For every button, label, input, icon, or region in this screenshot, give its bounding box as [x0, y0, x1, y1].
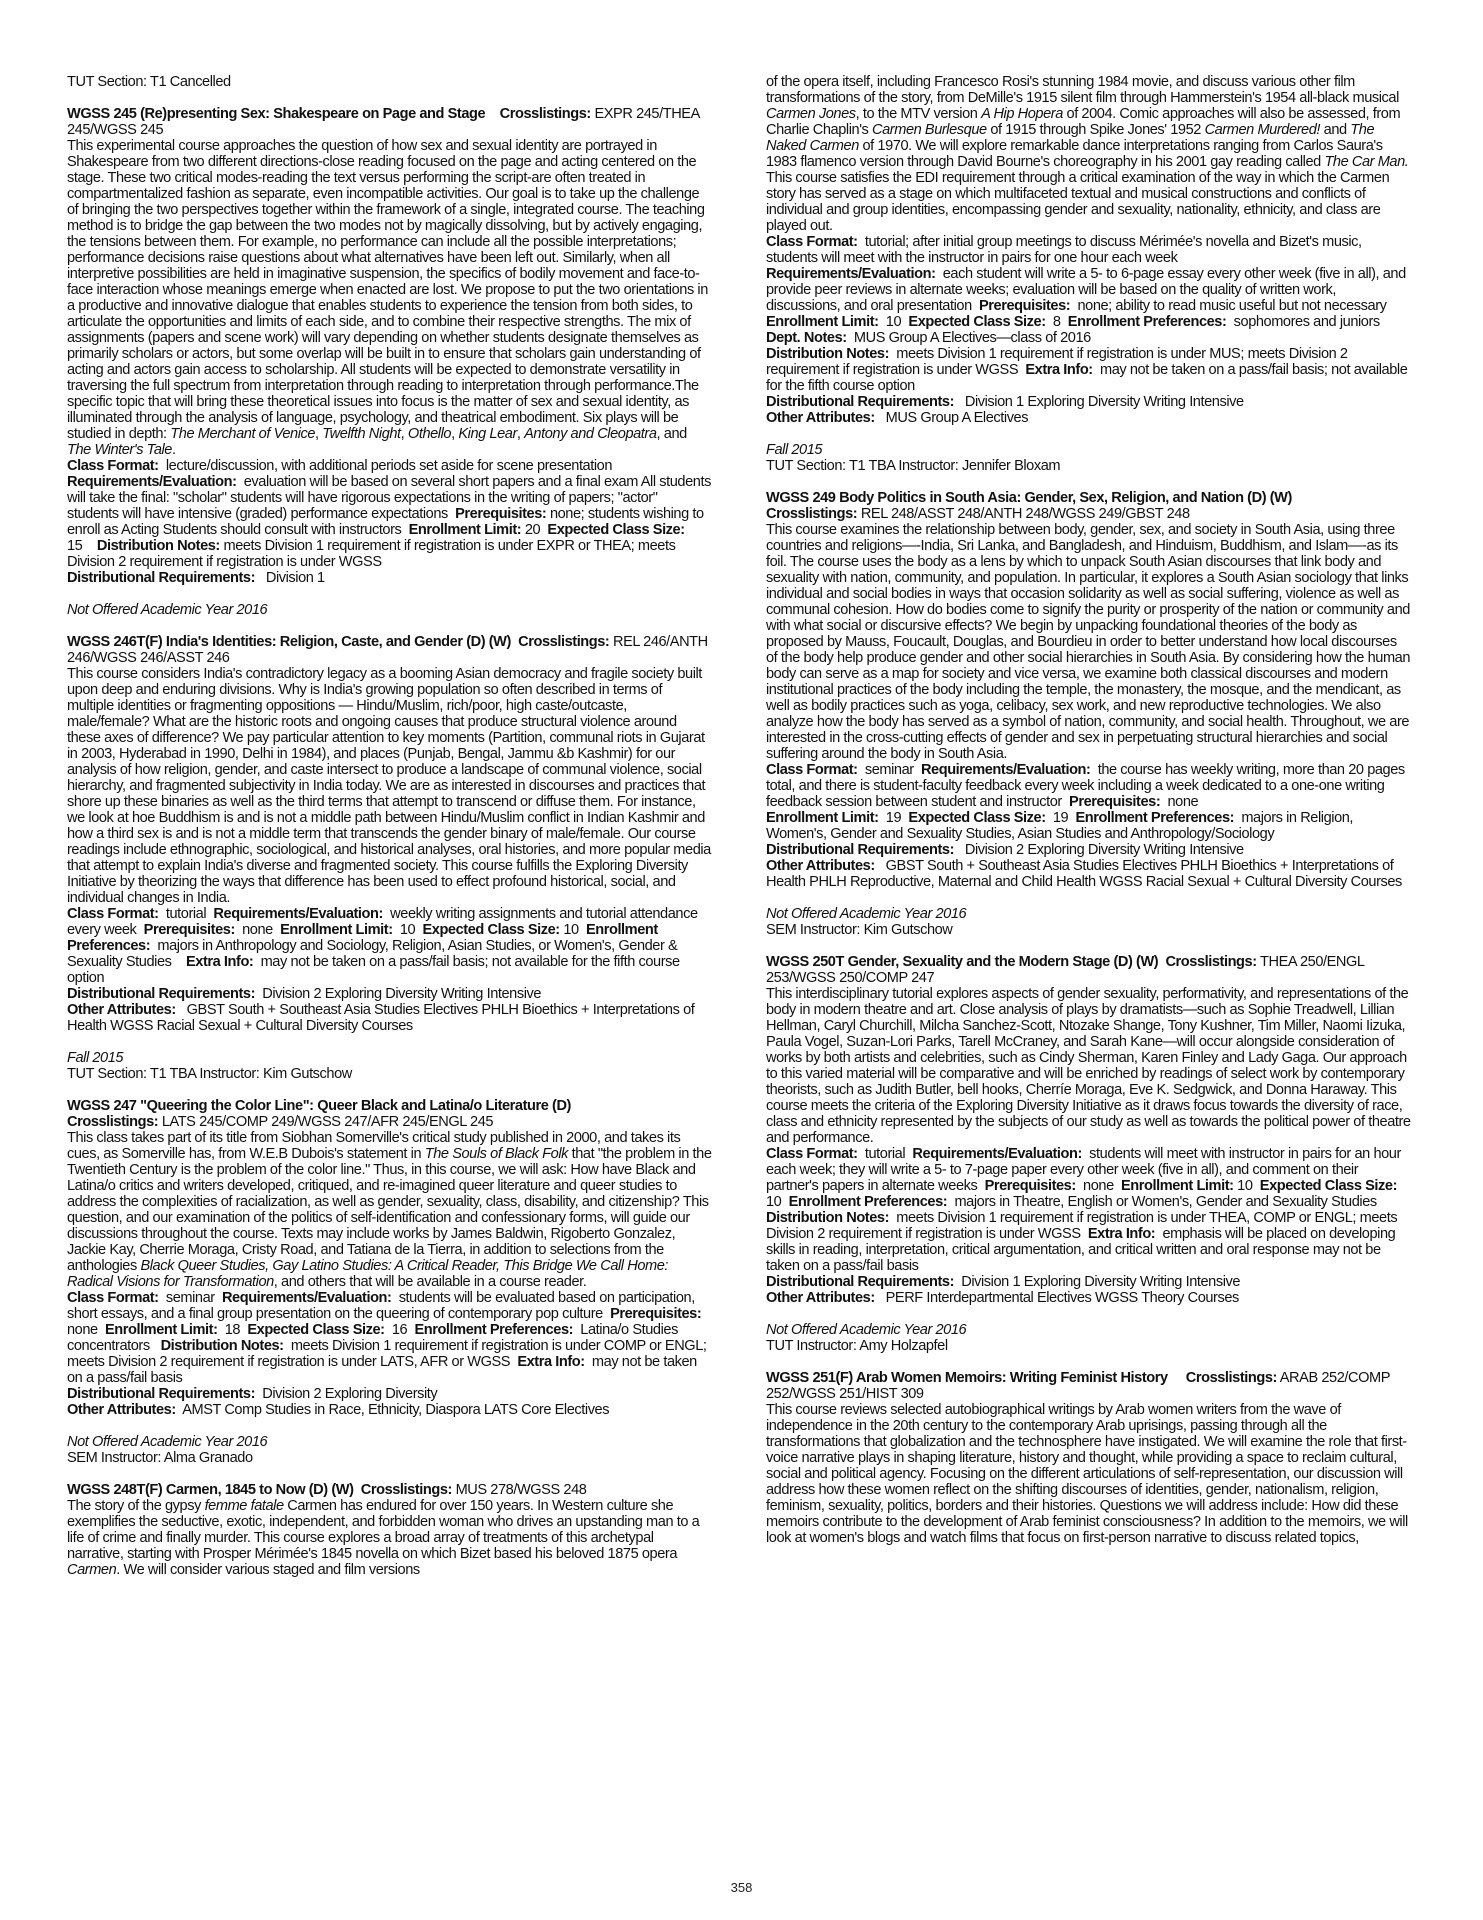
course-heading: WGSS 250T Gender, Sexuality and the Modern Stage (D) (W) Crosslistings: THEA 250/ENGL 253/WGSS 250/COMP 247: [766, 953, 1365, 986]
crosslistings: REL 246/ANTH 246/WGSS 246/ASST 246: [67, 633, 708, 666]
course-heading: WGSS 248T(F) Carmen, 1845 to Now (D) (W) Crosslistings: MUS 278/WGSS 248: [67, 1481, 587, 1498]
course-heading: WGSS 249 Body Politics in South Asia: Gender, Sex, Religion, and Nation (D) (W) Crosslistings: REL 248/ASST 248/ANTH 248/WGSS 249/GBST 248: [766, 489, 1292, 522]
section-info: Fall 2015 TUT Section: T1 TBA Instructor: Jennifer Bloxam: [766, 441, 1061, 474]
offering-status: Not Offered Academic Year 2016: [67, 601, 268, 618]
course-title: WGSS 247 "Queering the Color Line": Queer Black and Latina/o Literature (D): [67, 1097, 571, 1114]
course-description: The story of the gypsy femme fatale Carmen has endured for over 150 years. In Western culture she exemplifies the seductive, exotic, independent, and forbidden woman who drives an upstanding man to a life of crime and finally murder. This course explores a broad array of treatments of this archetypal narrative, starting with Prosper Mérimée's 1845 novella on which Bizet based his beloved 1875 opera Carmen. We will consider various staged and film versions: [67, 1497, 700, 1578]
left-column: [67, 74, 712, 1864]
course-title: WGSS 249 Body Politics in South Asia: Gender, Sex, Religion, and Nation (D) (W): [766, 489, 1292, 506]
course-heading: WGSS 247 "Queering the Color Line": Queer Black and Latina/o Literature (D) Crosslistings: LATS 245/COMP 249/WGSS 247/AFR 245/ENGL 245: [67, 1097, 571, 1130]
right-column: [766, 74, 1411, 1864]
course-wgss-246t: [67, 634, 712, 1034]
offering-status: Not Offered Academic Year 2016 SEM Instructor: Alma Granado: [67, 1433, 268, 1466]
course-details: Class Format: tutorial Requirements/Evaluation: students will meet with instructor in pairs for an hour each week; they will write a 5- to 7-page paper every other week (five in all), and comment on their partner's papers in alternate weeks Prerequisites: none Enrollment Limit: 10 Expected Class Size: 10 Enrollment Preferences: majors in Theatre, English or Women's, Gender and Sexuality Studies Distribution Notes: meets Division 1 requirement if registration is under THEA, COMP or ENGL; meets Division 2 requirement if registration is under WGSS Extra Info: emphasis will be placed on developing skills in reading, interpretation, critical argumentation, and critical written and oral response may not be taken on a pass/fail basis Distributional Requirements: Division 1 Exploring Diversity Writing Intensive Other Attributes: PERF Interdepartmental Electives WGSS Theory Courses: [766, 1145, 1401, 1306]
course-details: Class Format: tutorial; after initial group meetings to discuss Mérimée's novella and Bizet's music, students will meet with the instructor in pairs for one hour each week Requirements/Evaluation: each student will write a 5- to 6-page essay every other week (five in all), and provide peer reviews in alternate weeks; evaluation will be based on the quality of written work, discussions, and oral presentation Prerequisites: none; ability to read music useful but not necessary Enrollment Limit: 10 Expected Class Size: 8 Enrollment Preferences: sophomores and juniors Dept. Notes: MUS Group A Electives—class of 2016 Distribution Notes: meets Division 1 requirement if registration is under MUS; meets Division 2 requirement if registration is under WGSS Extra Info: may not be taken on a pass/fail basis; not available for the fifth course option Distributional Requirements: Division 1 Exploring Diversity Writing Intensive Other Attributes: MUS Group A Electives: [766, 233, 1408, 426]
course-wgss-248t: [67, 1482, 712, 1578]
course-description: This experimental course approaches the question of how sex and sexual identity are portrayed in Shakespeare from two different directions-close reading focused on the page and acting centered on the stage. These two critical modes-reading the text versus performing the script-are often treated in compartmentalized fashion as separate, even incompatible activities. Our goal is to take up the challenge of bringing the two perspectives together within the framework of a single, integrated course. The teaching method is to bridge the gap between the two modes not by magically dissolving, but by actively engaging, the tensions between them. For example, no performance can include all the possible interpretations; performance decisions raise questions about what alternatives have been left out. Similarly, when all interpretive possibilities are held in imaginative suspension, the specifics of bodily movement and face-to-face interaction whose meanings emerge when enacted are lost. We propose to put the two orientations in a productive and innovative dialogue that enables students to experience the tension from both sides, to articulate the opportunities and limits of each side, and to combine their respective strengths. The mix of assignments (papers and scene work) will vary depending on whether students designate themselves as primarily scholars or actors, but some overlap will be built in to ensure that scholars gain understanding of acting and actors gain access to scholarship. All students will be expected to demonstrate versatility in traversing the full spectrum from interpretation through reading to interpretation through performance.The specific topic that will bring these theoretical issues into focus is the matter of sex and sexual identity, as illuminated through the analysis of language, psychology, and theatrical embodiment. Six plays will be studied in depth: The Merchant of Venice, Twelfth Night, Othello, King Lear, Antony and Cleopatra, and The Winter's Tale.: [67, 137, 708, 458]
course-description: This course examines the relationship between body, gender, sex, and society in South Asia, using three countries and religions—-India, Sri Lanka, and Bangladesh, and Hinduism, Buddhism, and Islam—-as its foil. The course uses the body as a lens by which to unpack South Asian discourses that link body and sexuality with nation, community, and population. In particular, it explores a South Asian sociology that links individual and social bodies in ways that occasion solidarity as well as social suffering, violence as well as communal cohesion. How do bodies come to signify the purity or prosperity of the nation or community and with what social or discursive effects? We begin by unpacking foundational theories of the body as proposed by Mauss, Foucault, Douglas, and Bourdieu in order to better understand how local discourses of the body help produce gender and other social hierarchies in South Asia. By considering how the human body can serve as a map for society and vice versa, we examine both classical discourses and modern institutional practices of the body including the temple, the monastery, the mosque, and the mendicant, as well as bodily practices such as yoga, celibacy, sex work, and new reproductive technologies. We also analyze how the body has served as a symbol of nation, community, and social health. Throughout, we are interested in the cross-cutting effects of gender and sex in perpetuating structural hierarchies and social suffering around the body in South Asia.: [766, 521, 1411, 762]
course-heading: WGSS 251(F) Arab Women Memoirs: Writing Feminist History Crosslistings: ARAB 252/COMP 252/WGSS 251/HIST 309: [766, 1369, 1390, 1402]
course-details: Class Format: seminar Requirements/Evaluation: the course has weekly writing, more than 20 pages total, and there is student-faculty feedback every week including a week dedicated to a one-one writing feedback session between student and instructor Prerequisites: none Enrollment Limit: 19 Expected Class Size: 19 Enrollment Preferences: majors in Religion, Women's, Gender and Sexuality Studies, Asian Studies and Anthropology/Sociology Distributional Requirements: Division 2 Exploring Diversity Writing Intensive Other Attributes: GBST South + Southeast Asia Studies Electives PHLH Bioethics + Interpretations of Health PHLH Reproductive, Maternal and Child Health WGSS Racial Sexual + Cultural Diversity Courses: [766, 761, 1405, 890]
course-heading: WGSS 245 (Re)presenting Sex: Shakespeare on Page and Stage Crosslistings: EXPR 245/THEA 245/WGSS 245: [67, 105, 700, 138]
course-description: This course considers India's contradictory legacy as a booming Asian democracy and fragile society built upon deep and enduring divisions. Why is India's growing population so often described in terms of multiple identities or fragmenting oppositions — Hindu/Muslim, rich/poor, high caste/outcaste, male/female? What are the historic roots and ongoing causes that produce structural violence around these axes of difference? We pay particular attention to key moments (Partition, communal riots in Gujarat in 2003, Hyderabad in 1990, Delhi in 1984), and places (Punjab, Bengal, Jammu &b Kashmir) for our analysis of how religion, gender, and caste intersect to produce a landscape of communal violence, social hierarchy, and fragmented subjectivity in India today. We are as interested in discourses and practices that shore up these binaries as well as the third terms that attempt to transcend or diffuse them. For instance, we look at hoe Buddhism is and is not a middle path between Hindu/Muslim conflict in Indian Kashmir and how a third sex is and is not a middle term that transcends the gender binary of male/female. Our course readings include ethnographic, sociological, and historical analyses, oral histories, and more popular media that attempt to explain India's diverse and fragmented society. This course fulfills the Exploring Diversity Initiative by theorizing the ways that difference has been used to effect profound historical, social, and individual changes in India.: [67, 665, 711, 906]
crosslistings: THEA 250/ENGL 253/WGSS 250/COMP 247: [766, 953, 1365, 986]
section-line: TUT Section: T1 Cancelled: [67, 74, 231, 90]
course-description: This class takes part of its title from Siobhan Somerville's critical study published in 2000, and takes its cues, as Somerville has, from W.E.B Dubois's statement in The Souls of Black Folk that "the problem in the Twentieth Century is the problem of the color line." Thus, in this course, we will ask: How have Black and Latina/o critics and writers developed, critiqued, and re-imagined queer literature and queer studies to address the complexities of racialization, as well as gender, sexuality, class, disability, and citizenship? This question, and our examination of the politics of self-identification and confessionary forms, will guide our discussions throughout the course. Texts may include works by James Baldwin, Rigoberto Gonzalez, Jackie Kay, Cherrie Moraga, Cristy Road, and Tatiana de la Tierra, in addition to selections from the anthologies Black Queer Studies, Gay Latino Studies: A Critical Reader, This Bridge We Call Home: Radical Visions for Transformation, and others that will be available in a course reader.: [67, 1129, 712, 1290]
course-title: WGSS 250T Gender, Sexuality and the Modern Stage (D) (W): [766, 953, 1159, 970]
course-title: WGSS 251(F) Arab Women Memoirs: Writing Feminist History: [766, 1369, 1168, 1386]
course-wgss-250t: [766, 954, 1411, 1306]
crosslistings: ARAB 252/COMP 252/WGSS 251/HIST 309: [766, 1369, 1390, 1402]
course-title: WGSS 245 (Re)presenting Sex: Shakespeare on Page and Stage: [67, 105, 486, 122]
course-wgss-251: [766, 1370, 1411, 1546]
course-wgss-249: [766, 490, 1411, 890]
course-description: This course reviews selected autobiographical writings by Arab women writers from the wave of independence in the 20th century to the contemporary Arab uprisings, passing through all the transformations that globalization and the technosphere have instigated. We will examine the role that first-voice narrative plays in shaping literature, history and thought, while providing a space to reclaim cultural, social and political agency. Focusing on the different articulations of self-representation, our discussion will address how these women reflect on the shifting discourses of identities, gender, nationalism, religion, feminism, sexuality, politics, borders and their histories. Questions we will address include: How did these memoirs contribute to the development of Arab feminist consciousness? In addition to the memoirs, we will look at women's blogs and watch films that focus on first-person narrative to discuss related topics,: [766, 1401, 1408, 1546]
course-title: WGSS 246T(F) India's Identities: Religion, Caste, and Gender (D) (W): [67, 633, 511, 650]
course-description: of the opera itself, including Francesco Rosi's stunning 1984 movie, and discuss various other film transformations of the story, from DeMille's 1915 silent film through Hammerstein's 1954 all-black musical Carmen Jones, to the MTV version A Hip Hopera of 2004. Comic approaches will also be assessed, from Charlie Chaplin's Carmen Burlesque of 1915 through Spike Jones' 1952 Carmen Murdered! and The Naked Carmen of 1970. We will explore remarkable dance interpretations ranging from Carlos Saura's 1983 flamenco version through David Bourne's choreography in his 2001 gay reading called The Car Man. This course satisfies the EDI requirement through a critical examination of the way in which the Carmen story has served as a stage on which multifaceted textual and musical constructions and conflicts of individual and group identities, encompassing gender and sexuality, nationality, ethnicity, and class are played out.: [766, 74, 1409, 234]
course-wgss-248t-continued: [766, 74, 1411, 426]
offering-status: Not Offered Academic Year 2016 SEM Instructor: Kim Gutschow: [766, 905, 967, 938]
course-description: This interdisciplinary tutorial explores aspects of gender sexuality, performativity, and representations of the body in modern theatre and art. Close analysis of plays by dramatists—such as Sophie Treadwell, Lillian Hellman, Caryl Churchill, Milcha Sanchez-Scott, Ntozake Shange, Tony Kushner, Tim Miller, Naomi Iizuka, Paula Vogel, Suzan-Lori Parks, Tarell McCraney, and Sarah Kane—will occur alongside consideration of works by both artists and celebrities, such as Cindy Sherman, Karen Finley and Lady Gaga. Our approach to this varied material will be comparative and will be enriched by readings of select work by contemporary theorists, such as Judith Butler, bell hooks, Cherríe Moraga, Eve K. Sedgwick, and Donna Haraway. This course meets the criteria of the Exploring Diversity Initiative as it draws focus towards the diversity of race, class and ethnicity represented by the subjects of our study as well as towards the political power of theatre and performance.: [766, 985, 1411, 1146]
crosslistings: LATS 245/COMP 249/WGSS 247/AFR 245/ENGL 245: [161, 1113, 494, 1130]
page-number: 358: [730, 1880, 753, 1895]
course-wgss-245: [67, 106, 712, 586]
course-title: WGSS 248T(F) Carmen, 1845 to Now (D) (W): [67, 1481, 354, 1498]
course-wgss-247: [67, 1098, 712, 1418]
course-details: Class Format: tutorial Requirements/Evaluation: weekly writing assignments and tutorial attendance every week Prerequisites: none Enrollment Limit: 10 Expected Class Size: 10 Enrollment Preferences: majors in Anthropology and Sociology, Religion, Asian Studies, or Women's, Gender & Sexuality Studies Extra Info: may not be taken on a pass/fail basis; not available for the fifth course option Distributional Requirements: Division 2 Exploring Diversity Writing Intensive Other Attributes: GBST South + Southeast Asia Studies Electives PHLH Bioethics + Interpretations of Health WGSS Racial Sexual + Cultural Diversity Courses: [67, 905, 698, 1034]
course-details: Class Format: seminar Requirements/Evaluation: students will be evaluated based on participation, short essays, and a final group presentation on the queering of contemporary pop culture Prerequisites: none Enrollment Limit: 18 Expected Class Size: 16 Enrollment Preferences: Latina/o Studies concentrators Distribution Notes: meets Division 1 requirement if registration is under COMP or ENGL; meets Division 2 requirement if registration is under LATS, AFR or WGSS Extra Info: may not be taken on a pass/fail basis Distributional Requirements: Division 2 Exploring Diversity Other Attributes: AMST Comp Studies in Race, Ethnicity, Diaspora LATS Core Electives: [67, 1289, 707, 1418]
crosslistings: REL 248/ASST 248/ANTH 248/WGSS 249/GBST 248: [860, 505, 1190, 522]
section-info: Fall 2015 TUT Section: T1 TBA Instructor: Kim Gutschow: [67, 1049, 352, 1082]
course-heading: WGSS 246T(F) India's Identities: Religion, Caste, and Gender (D) (W) Crosslistings: REL 246/ANTH 246/WGSS 246/ASST 246: [67, 633, 708, 666]
course-details: Class Format: lecture/discussion, with additional periods set aside for scene presentation Requirements/Evaluation: evaluation will be based on several short papers and a final exam All students will take the final: "scholar" students will have rigorous expectations in the writing of papers; "actor" students will have intensive (graded) performance expectations Prerequisites: none; students wishing to enroll as Acting Students should consult with instructors Enrollment Limit: 20 Expected Class Size: 15 Distribution Notes: meets Division 1 requirement if registration is under EXPR or THEA; meets Division 2 requirement if registration is under WGSS Distributional Requirements: Division 1: [67, 457, 711, 586]
offering-status: Not Offered Academic Year 2016 TUT Instructor: Amy Holzapfel: [766, 1321, 967, 1354]
crosslistings: MUS 278/WGSS 248: [455, 1481, 587, 1498]
crosslistings: EXPR 245/THEA 245/WGSS 245: [67, 105, 700, 138]
